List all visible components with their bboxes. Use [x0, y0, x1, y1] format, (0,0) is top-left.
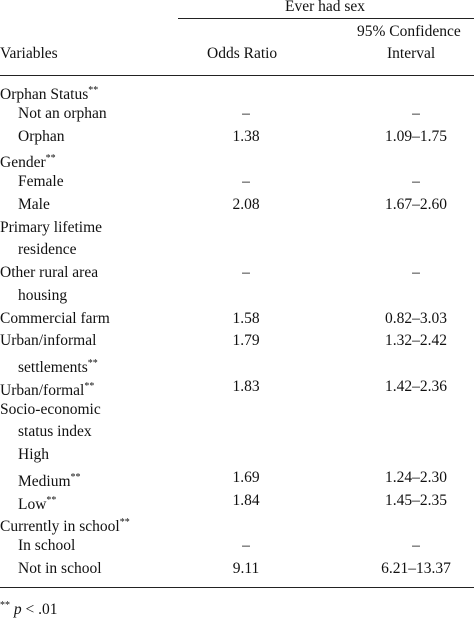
- row-label-text: status index: [18, 423, 92, 441]
- odds-ratio-cell: 1.38: [232, 127, 260, 145]
- row-label: [0, 263, 98, 283]
- odds-ratio-cell: –: [242, 537, 250, 554]
- ci-cell: –: [412, 264, 420, 281]
- footnote-p: p: [13, 601, 22, 618]
- odds-ratio-cell: –: [242, 104, 250, 122]
- significance-marker: **: [119, 517, 130, 529]
- row-label: [18, 536, 75, 556]
- row-label: [18, 104, 107, 124]
- row-label: [18, 491, 56, 515]
- row-label: [0, 309, 110, 329]
- bottom-rule: [0, 587, 474, 588]
- row-label: [0, 331, 96, 351]
- group-header: Ever had sex: [285, 0, 366, 15]
- ci-cell: –: [412, 173, 420, 190]
- ci-cell: 1.24–2.30: [385, 468, 447, 486]
- footnote: [0, 596, 58, 620]
- row-label-text: Not an orphan: [18, 104, 107, 122]
- row-label-text: residence: [18, 241, 77, 259]
- row-label: [0, 81, 98, 105]
- significance-marker: **: [88, 85, 99, 96]
- row-label-text: Primary lifetime: [0, 218, 103, 236]
- ci-cell: 6.21–13.37: [381, 559, 451, 577]
- row-label: [0, 400, 101, 420]
- ci-header-line2: Interval: [387, 45, 436, 62]
- row-label: [18, 354, 98, 378]
- row-label: [18, 195, 50, 215]
- significance-marker: **: [46, 494, 57, 506]
- row-label: [18, 445, 49, 465]
- variables-header: Variables: [0, 45, 58, 62]
- ci-cell: –: [412, 104, 420, 122]
- odds-ratio-cell: 1.84: [232, 491, 260, 509]
- ci-cell: 0.82–3.03: [385, 309, 447, 327]
- row-label-text: Currently in school: [0, 518, 120, 536]
- odds-ratio-cell: –: [242, 264, 250, 281]
- row-label-text: Female: [18, 173, 64, 190]
- significance-marker: **: [84, 380, 95, 392]
- row-label-text: Urban/formal: [0, 381, 85, 399]
- odds-ratio-cell: 9.11: [232, 559, 260, 577]
- row-label: [0, 377, 94, 401]
- group-rule: [178, 18, 474, 19]
- row-label: [18, 127, 65, 147]
- row-label: [18, 172, 64, 192]
- odds-ratio-cell: 1.79: [232, 332, 260, 350]
- odds-ratio-cell: 1.69: [232, 468, 260, 486]
- row-label-text: Socio-economic: [0, 400, 101, 418]
- row-label: [0, 218, 102, 238]
- ci-cell: 1.32–2.42: [385, 332, 447, 350]
- significance-marker: **: [87, 358, 98, 369]
- ci-header-line1: 95% Confidence: [357, 23, 461, 40]
- ci-cell: –: [412, 537, 420, 554]
- row-label: [0, 149, 56, 173]
- row-label-text: Other rural area: [0, 264, 99, 281]
- row-label: [0, 513, 130, 537]
- row-label: [18, 240, 77, 260]
- odds-ratio-cell: 2.08: [232, 195, 260, 213]
- header-rule: [0, 75, 474, 76]
- odds-ratio-header: Odds Ratio: [207, 45, 278, 62]
- ci-cell: 1.42–2.36: [385, 377, 447, 395]
- footnote-rest: < .01: [21, 601, 58, 618]
- row-label-text: housing: [18, 286, 68, 304]
- row-label-text: Male: [18, 195, 50, 213]
- ci-cell: 1.09–1.75: [385, 127, 447, 145]
- row-label: [18, 422, 92, 442]
- row-label: [18, 559, 102, 579]
- row-label: [18, 468, 81, 492]
- row-label-text: Urban/informal: [0, 332, 97, 350]
- row-label-text: Low: [18, 495, 47, 513]
- ci-cell: 1.45–2.35: [385, 491, 447, 509]
- row-label-text: Commercial farm: [0, 309, 110, 327]
- odds-ratio-cell: 1.83: [232, 377, 260, 395]
- odds-ratio-cell: 1.58: [232, 309, 260, 327]
- significance-marker: **: [45, 153, 56, 165]
- row-label: [18, 286, 67, 306]
- row-label-text: settlements: [18, 359, 88, 376]
- row-label-text: Not in school: [18, 559, 102, 577]
- row-label-text: Orphan: [18, 127, 65, 145]
- odds-ratio-cell: –: [242, 173, 250, 190]
- footnote-stars: **: [0, 600, 10, 611]
- row-label-text: In school: [18, 537, 76, 554]
- row-label-text: High: [18, 446, 49, 463]
- row-label-text: Medium: [18, 472, 71, 490]
- row-label-text: Gender: [0, 154, 46, 172]
- row-label-text: Orphan Status: [0, 86, 89, 103]
- significance-marker: **: [70, 471, 81, 483]
- ci-cell: 1.67–2.60: [385, 195, 447, 213]
